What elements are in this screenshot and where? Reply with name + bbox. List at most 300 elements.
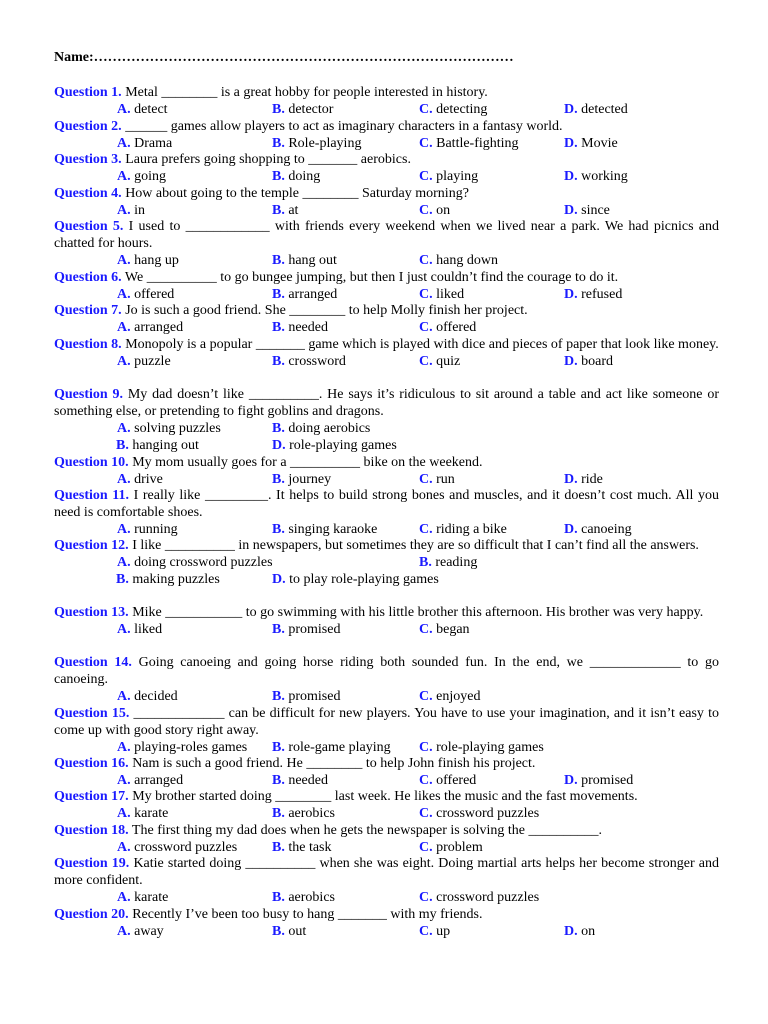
question-label: Question 4. — [54, 186, 122, 201]
option-a[interactable] — [117, 471, 163, 488]
option-text: Battle-fighting — [436, 136, 519, 151]
option-text: in — [134, 203, 146, 218]
option-letter: B. — [272, 740, 285, 755]
option-text: refused — [581, 287, 623, 302]
option-letter: B. — [272, 421, 285, 436]
option-text: arranged — [134, 773, 184, 788]
option-letter: C. — [419, 740, 433, 755]
option-letter: A. — [117, 622, 131, 637]
option-text: drive — [134, 472, 163, 487]
option-text: arranged — [288, 287, 338, 302]
option-letter: C. — [419, 522, 433, 537]
option-letter: C. — [419, 253, 433, 268]
option-letter: B. — [272, 253, 285, 268]
question-stem — [54, 185, 719, 202]
option-text: journey — [288, 472, 332, 487]
option-text: crossword puzzles — [134, 840, 238, 855]
option-letter: B. — [272, 622, 285, 637]
question-8 — [54, 336, 719, 370]
option-text: making puzzles — [132, 572, 220, 587]
option-letter: D. — [564, 169, 578, 184]
option-text: puzzle — [134, 354, 171, 369]
option-text: riding a bike — [436, 522, 507, 537]
option-letter: C. — [419, 840, 433, 855]
option-text: problem — [436, 840, 483, 855]
question-19 — [54, 855, 719, 906]
option-a[interactable] — [117, 554, 273, 571]
option-letter: D. — [272, 572, 286, 587]
question-stem — [54, 84, 719, 101]
option-text: running — [134, 522, 178, 537]
option-text: playing — [436, 169, 479, 184]
option-b[interactable] — [272, 688, 340, 705]
option-b[interactable] — [272, 621, 340, 638]
option-text: going — [134, 169, 167, 184]
question-stem — [54, 755, 719, 772]
option-text: offered — [134, 287, 175, 302]
option-text: up — [436, 924, 451, 939]
option-text: aerobics — [288, 890, 335, 905]
option-b[interactable] — [272, 739, 391, 756]
option-text: karate — [134, 890, 169, 905]
option-letter: C. — [419, 472, 433, 487]
option-letter: B. — [272, 354, 285, 369]
option-letter: B. — [419, 555, 432, 570]
option-text: detecting — [436, 102, 488, 117]
option-b[interactable] — [272, 839, 332, 856]
option-a[interactable] — [117, 889, 168, 906]
option-a[interactable] — [117, 521, 178, 538]
question-stem — [54, 604, 719, 621]
option-d[interactable] — [564, 286, 622, 303]
option-text: singing karaoke — [288, 522, 378, 537]
options-row — [54, 353, 719, 370]
question-9 — [54, 386, 719, 454]
question-label: Question 3. — [54, 152, 122, 167]
options-row — [54, 739, 719, 756]
option-letter: A. — [117, 421, 131, 436]
question-label: Question 7. — [54, 303, 122, 318]
option-c[interactable] — [419, 889, 539, 906]
question-18 — [54, 822, 719, 856]
options-row — [54, 471, 719, 488]
options-row — [54, 521, 719, 538]
options-row — [54, 420, 719, 437]
question-label: Question 6. — [54, 270, 122, 285]
question-label: Question 10. — [54, 455, 129, 470]
option-letter: B. — [272, 102, 285, 117]
options-row — [54, 571, 719, 588]
option-text: promised — [288, 622, 341, 637]
option-d[interactable] — [564, 353, 613, 370]
question-text: My brother started doing ________ last week. He likes the music and the fast movements. — [128, 789, 638, 804]
question-label: Question 18. — [54, 823, 129, 838]
question-stem — [54, 705, 719, 739]
option-letter: B. — [116, 438, 129, 453]
question-text: Metal ________ is a great hobby for people interested in history. — [121, 85, 488, 100]
option-text: since — [581, 203, 610, 218]
option-a[interactable] — [117, 839, 237, 856]
option-a[interactable] — [117, 168, 166, 185]
option-letter: C. — [419, 806, 433, 821]
option-b[interactable] — [419, 554, 477, 571]
question-label: Question 1. — [54, 85, 122, 100]
question-text: Going canoeing and going horse riding both sounded fun. In the end, we _____________ to go canoeing. — [54, 655, 719, 687]
option-letter: C. — [419, 169, 433, 184]
option-letter: A. — [117, 806, 131, 821]
question-label: Question 14. — [54, 655, 132, 670]
option-letter: D. — [564, 924, 578, 939]
option-d[interactable] — [272, 571, 439, 588]
options-row — [54, 889, 719, 906]
option-c[interactable] — [419, 621, 470, 638]
option-c[interactable] — [419, 101, 487, 118]
option-a[interactable] — [117, 286, 174, 303]
question-label: Question 15. — [54, 706, 130, 721]
question-12 — [54, 537, 719, 588]
option-letter: A. — [117, 354, 131, 369]
option-b[interactable] — [272, 202, 298, 219]
question-text: ______ games allow players to act as imaginary characters in a fantasy world. — [121, 119, 563, 134]
question-stem — [54, 118, 719, 135]
option-d[interactable] — [564, 168, 628, 185]
question-10 — [54, 454, 719, 488]
option-text: to play role-playing games — [289, 572, 439, 587]
options-row — [54, 286, 719, 303]
option-letter: A. — [117, 169, 131, 184]
option-d[interactable] — [272, 437, 397, 454]
option-letter: D. — [564, 773, 578, 788]
option-b[interactable] — [272, 772, 328, 789]
question-text: Katie started doing __________ when she was eight. Doing martial arts helps her become stronger and more confident. — [54, 856, 719, 888]
question-stem — [54, 454, 719, 471]
option-text: offered — [436, 320, 477, 335]
option-letter: C. — [419, 354, 433, 369]
option-text: liked — [436, 287, 465, 302]
option-b[interactable] — [272, 923, 306, 940]
option-letter: A. — [117, 102, 131, 117]
options-row — [54, 923, 719, 940]
option-text: promised — [288, 689, 341, 704]
options-row — [54, 621, 719, 638]
option-d[interactable] — [564, 202, 610, 219]
option-letter: D. — [564, 102, 578, 117]
question-6 — [54, 269, 719, 303]
option-letter: B. — [272, 169, 285, 184]
option-text: Movie — [581, 136, 618, 151]
question-text: I really like _________. It helps to build strong bones and muscles, and it doesn’t cost much. All you need is comfortable shoes. — [54, 488, 719, 520]
option-text: role-game playing — [288, 740, 391, 755]
option-a[interactable] — [117, 739, 247, 756]
option-text: karate — [134, 806, 169, 821]
option-text: needed — [288, 773, 328, 788]
options-row — [54, 252, 719, 269]
option-c[interactable] — [419, 805, 539, 822]
option-letter: C. — [419, 320, 433, 335]
question-16 — [54, 755, 719, 789]
question-text: Nam is such a good friend. He ________ to help John finish his project. — [128, 756, 536, 771]
option-letter: B. — [272, 924, 285, 939]
options-row — [54, 805, 719, 822]
option-text: on — [581, 924, 596, 939]
question-2 — [54, 118, 719, 152]
option-letter: A. — [117, 203, 131, 218]
question-label: Question 19. — [54, 856, 130, 871]
question-stem — [54, 487, 719, 521]
question-13 — [54, 604, 719, 638]
option-text: out — [288, 924, 307, 939]
option-letter: A. — [117, 689, 131, 704]
option-letter: A. — [117, 136, 131, 151]
option-a[interactable] — [117, 202, 145, 219]
option-letter: D. — [272, 438, 286, 453]
option-b[interactable] — [272, 135, 361, 152]
options-row — [54, 202, 719, 219]
option-b[interactable] — [272, 286, 337, 303]
option-letter: A. — [117, 555, 131, 570]
option-letter: A. — [117, 773, 131, 788]
option-c[interactable] — [419, 202, 450, 219]
option-a[interactable] — [117, 923, 164, 940]
question-label: Question 13. — [54, 605, 129, 620]
options-row — [54, 168, 719, 185]
option-c[interactable] — [419, 521, 507, 538]
option-text: Role-playing — [288, 136, 362, 151]
question-text: I like __________ in newspapers, but sometimes they are so difficult that I can’t find all the answers. — [128, 538, 699, 553]
option-d[interactable] — [564, 772, 633, 789]
option-b[interactable] — [272, 252, 337, 269]
option-d[interactable] — [564, 521, 632, 538]
option-d[interactable] — [564, 923, 595, 940]
option-text: hang down — [436, 253, 498, 268]
option-text: the task — [288, 840, 332, 855]
option-letter: D. — [564, 203, 578, 218]
option-d[interactable] — [564, 471, 603, 488]
option-letter: C. — [419, 287, 433, 302]
option-a[interactable] — [117, 101, 168, 118]
option-text: aerobics — [288, 806, 335, 821]
option-letter: C. — [419, 773, 433, 788]
options-row — [54, 319, 719, 336]
question-stem — [54, 269, 719, 286]
question-20 — [54, 906, 719, 940]
option-letter: B. — [272, 773, 285, 788]
option-d[interactable] — [564, 101, 628, 118]
question-stem — [54, 654, 719, 688]
question-text: My mom usually goes for a __________ bike on the weekend. — [128, 455, 483, 470]
question-11 — [54, 487, 719, 538]
option-letter: B. — [272, 890, 285, 905]
option-text: enjoyed — [436, 689, 481, 704]
question-stem — [54, 906, 719, 923]
question-15 — [54, 705, 719, 756]
option-text: doing — [288, 169, 321, 184]
option-b[interactable] — [272, 101, 333, 118]
option-text: detected — [581, 102, 628, 117]
question-label: Question 16. — [54, 756, 129, 771]
options-row — [54, 135, 719, 152]
option-text: solving puzzles — [134, 421, 221, 436]
option-letter: D. — [564, 136, 578, 151]
question-stem — [54, 855, 719, 889]
option-text: crossword puzzles — [436, 806, 540, 821]
option-b[interactable] — [272, 889, 335, 906]
option-letter: B. — [272, 472, 285, 487]
option-text: Drama — [134, 136, 173, 151]
option-letter: C. — [419, 203, 433, 218]
question-text: The first thing my dad does when he gets the newspaper is solving the __________. — [128, 823, 603, 838]
option-a[interactable] — [117, 688, 178, 705]
option-c[interactable] — [419, 252, 498, 269]
option-c[interactable] — [419, 688, 480, 705]
option-a[interactable] — [117, 805, 168, 822]
option-letter: B. — [272, 806, 285, 821]
question-5 — [54, 218, 719, 269]
options-row — [54, 554, 719, 571]
option-d[interactable] — [564, 135, 618, 152]
option-text: crossword — [288, 354, 346, 369]
option-c[interactable] — [419, 168, 478, 185]
option-letter: C. — [419, 136, 433, 151]
option-b[interactable] — [272, 319, 328, 336]
option-b[interactable] — [272, 471, 331, 488]
question-label: Question 2. — [54, 119, 122, 134]
option-letter: A. — [117, 890, 131, 905]
option-text: ride — [581, 472, 603, 487]
option-text: at — [288, 203, 299, 218]
option-b[interactable] — [272, 420, 370, 437]
option-b[interactable] — [272, 168, 320, 185]
option-text: hang out — [288, 253, 337, 268]
option-c[interactable] — [419, 135, 519, 152]
option-letter: B. — [272, 840, 285, 855]
option-c[interactable] — [419, 772, 476, 789]
option-letter: B. — [272, 287, 285, 302]
options-row — [54, 437, 719, 454]
option-text: crossword puzzles — [436, 890, 540, 905]
question-label: Question 20. — [54, 907, 129, 922]
option-text: role-playing games — [289, 438, 397, 453]
options-row — [54, 839, 719, 856]
option-text: board — [581, 354, 614, 369]
option-b[interactable] — [272, 805, 335, 822]
option-letter: B. — [272, 320, 285, 335]
question-stem — [54, 302, 719, 319]
option-letter: A. — [117, 253, 131, 268]
option-a[interactable] — [117, 353, 171, 370]
question-text: Laura prefers going shopping to _______ aerobics. — [121, 152, 411, 167]
option-letter: C. — [419, 622, 433, 637]
option-letter: A. — [117, 320, 131, 335]
option-text: hang up — [134, 253, 179, 268]
option-text: playing-roles games — [134, 740, 248, 755]
options-row — [54, 772, 719, 789]
question-stem — [54, 822, 719, 839]
option-text: arranged — [134, 320, 184, 335]
option-text: run — [436, 472, 455, 487]
question-label: Question 5. — [54, 219, 124, 234]
option-letter: B. — [272, 136, 285, 151]
question-stem — [54, 218, 719, 252]
option-c[interactable] — [419, 319, 476, 336]
option-c[interactable] — [419, 739, 544, 756]
option-c[interactable] — [419, 286, 464, 303]
option-letter: C. — [419, 924, 433, 939]
question-text: I used to ____________ with friends every weekend when we lived near a park. We had picnics and chatted for hours. — [54, 219, 719, 251]
question-1 — [54, 84, 719, 118]
option-letter: D. — [564, 354, 578, 369]
question-text: Jo is such a good friend. She ________ to help Molly finish her project. — [121, 303, 528, 318]
name-line: Name:……………………………………………………………………………… — [54, 50, 514, 65]
option-a[interactable] — [117, 319, 183, 336]
question-17 — [54, 788, 719, 822]
question-4 — [54, 185, 719, 219]
option-letter: C. — [419, 890, 433, 905]
option-b[interactable] — [116, 571, 220, 588]
question-stem — [54, 537, 719, 554]
question-label: Question 12. — [54, 538, 129, 553]
option-text: reading — [435, 555, 478, 570]
option-letter: B. — [272, 203, 285, 218]
option-text: away — [134, 924, 164, 939]
option-c[interactable] — [419, 839, 483, 856]
question-label: Question 17. — [54, 789, 129, 804]
option-letter: C. — [419, 102, 433, 117]
option-letter: B. — [272, 522, 285, 537]
option-b[interactable] — [272, 521, 377, 538]
question-14 — [54, 654, 719, 705]
option-letter: D. — [564, 287, 578, 302]
option-a[interactable] — [117, 135, 172, 152]
option-text: working — [581, 169, 628, 184]
option-letter: D. — [564, 472, 578, 487]
option-letter: C. — [419, 689, 433, 704]
option-text: offered — [436, 773, 477, 788]
question-label: Question 9. — [54, 387, 124, 402]
option-a[interactable] — [117, 621, 162, 638]
question-label: Question 8. — [54, 337, 122, 352]
option-b[interactable] — [272, 353, 346, 370]
option-text: role-playing games — [436, 740, 544, 755]
option-a[interactable] — [117, 252, 179, 269]
options-row — [54, 101, 719, 118]
option-text: detector — [288, 102, 334, 117]
option-text: decided — [134, 689, 178, 704]
question-stem — [54, 336, 719, 353]
option-c[interactable] — [419, 471, 455, 488]
option-letter: B. — [272, 689, 285, 704]
option-a[interactable] — [117, 420, 221, 437]
option-c[interactable] — [419, 353, 460, 370]
question-3 — [54, 151, 719, 185]
option-letter: A. — [117, 924, 131, 939]
option-text: on — [436, 203, 451, 218]
option-letter: A. — [117, 522, 131, 537]
option-a[interactable] — [117, 772, 183, 789]
question-text: How about going to the temple ________ Saturday morning? — [121, 186, 469, 201]
option-b[interactable] — [116, 437, 199, 454]
question-text: We __________ to go bungee jumping, but then I just couldn’t find the courage to do it. — [121, 270, 619, 285]
question-text: Monopoly is a popular _______ game which is played with dice and pieces of paper that look like money. — [121, 337, 719, 352]
option-letter: A. — [117, 740, 131, 755]
option-text: quiz — [436, 354, 461, 369]
question-text: Mike ___________ to go swimming with his little brother this afternoon. His brother was very happy. — [128, 605, 704, 620]
option-letter: A. — [117, 472, 131, 487]
question-text: _____________ can be difficult for new players. You have to use your imagination, and it isn’t easy to come up with good story right away. — [54, 706, 719, 738]
option-letter: A. — [117, 840, 131, 855]
option-c[interactable] — [419, 923, 450, 940]
option-text: canoeing — [581, 522, 632, 537]
